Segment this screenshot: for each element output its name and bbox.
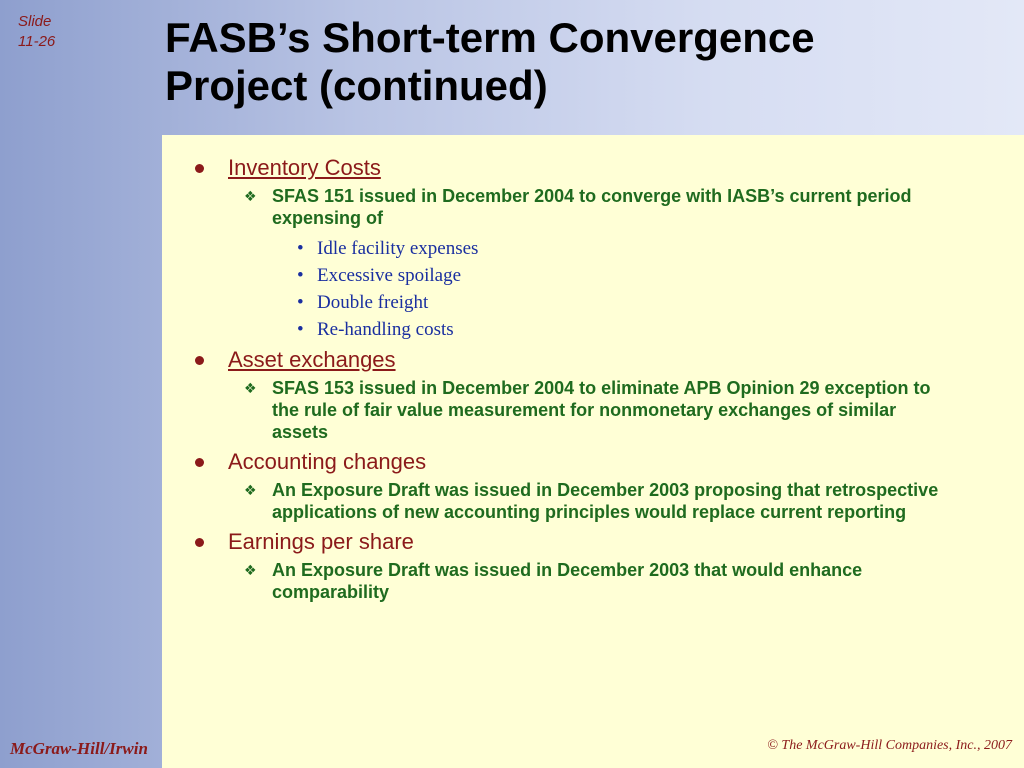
diamond-bullet-icon: ❖ [244, 188, 257, 204]
bullet-level-3 [162, 289, 1022, 316]
bullet-icon: • [297, 265, 304, 286]
heading-link[interactable]: Inventory Costs [228, 155, 381, 180]
sub-text: An Exposure Draft was issued in December 2003 proposing that retrospective applications of new accounting principles would replace current reporting [272, 480, 939, 522]
item-text: Re-handling costs [317, 319, 454, 340]
slide-label: Slide [18, 13, 52, 30]
sub-text: SFAS 151 issued in December 2004 to converge with IASB’s current period expensing of [272, 186, 912, 228]
bullet-icon: • [297, 238, 304, 259]
slide-number [18, 12, 55, 52]
section-earnings-per-share [162, 529, 1022, 603]
sub-text: SFAS 153 issued in December 2004 to eliminate APB Opinion 29 exception to the rule of fair value measurement for nonmonetary exchanges of similar assets [272, 378, 931, 442]
item-text: Excessive spoilage [317, 265, 462, 286]
bullet-level-1 [162, 449, 1022, 475]
bullet-level-1 [162, 155, 1022, 181]
bullet-icon: • [297, 319, 304, 340]
bullet-level-1 [162, 347, 1022, 373]
bullet-level-2 [162, 377, 1022, 443]
diamond-bullet-icon: ❖ [244, 380, 257, 396]
slide-number-value: 11-26 [18, 33, 56, 50]
bullet-dot-icon [195, 458, 204, 467]
bullet-level-2 [162, 479, 1022, 523]
section-accounting-changes [162, 449, 1022, 523]
bullet-dot-icon [195, 356, 204, 365]
bullet-level-1 [162, 529, 1022, 555]
sub-text: An Exposure Draft was issued in December 2003 that would enhance comparability [272, 560, 863, 602]
bullet-level-2 [162, 185, 1022, 229]
bullet-level-3 [162, 262, 1022, 289]
diamond-bullet-icon: ❖ [244, 562, 257, 578]
bullet-level-2 [162, 559, 1022, 603]
content-panel [162, 135, 1024, 768]
bullet-level-3 [162, 316, 1022, 343]
heading-link[interactable]: Asset exchanges [228, 347, 396, 372]
bullet-list [162, 155, 1022, 609]
section-inventory-costs [162, 155, 1022, 343]
heading-text: Earnings per share [228, 529, 414, 554]
slide-title-line-1: FASB’s Short-term Convergence [165, 14, 815, 61]
diamond-bullet-icon: ❖ [244, 482, 257, 498]
item-text: Idle facility expenses [317, 238, 479, 259]
slide-title-line-2: Project (continued) [165, 62, 548, 109]
bullet-dot-icon [195, 538, 204, 547]
publisher-footer: McGraw-Hill/Irwin [10, 739, 148, 758]
heading-text: Accounting changes [228, 449, 427, 474]
section-asset-exchanges [162, 347, 1022, 443]
bullet-level-3 [162, 235, 1022, 262]
slide-title [165, 14, 1005, 110]
bullet-dot-icon [195, 164, 204, 173]
bullet-icon: • [297, 292, 304, 313]
item-text: Double freight [317, 292, 429, 313]
copyright-footer: © The McGraw-Hill Companies, Inc., 2007 [767, 738, 1012, 753]
